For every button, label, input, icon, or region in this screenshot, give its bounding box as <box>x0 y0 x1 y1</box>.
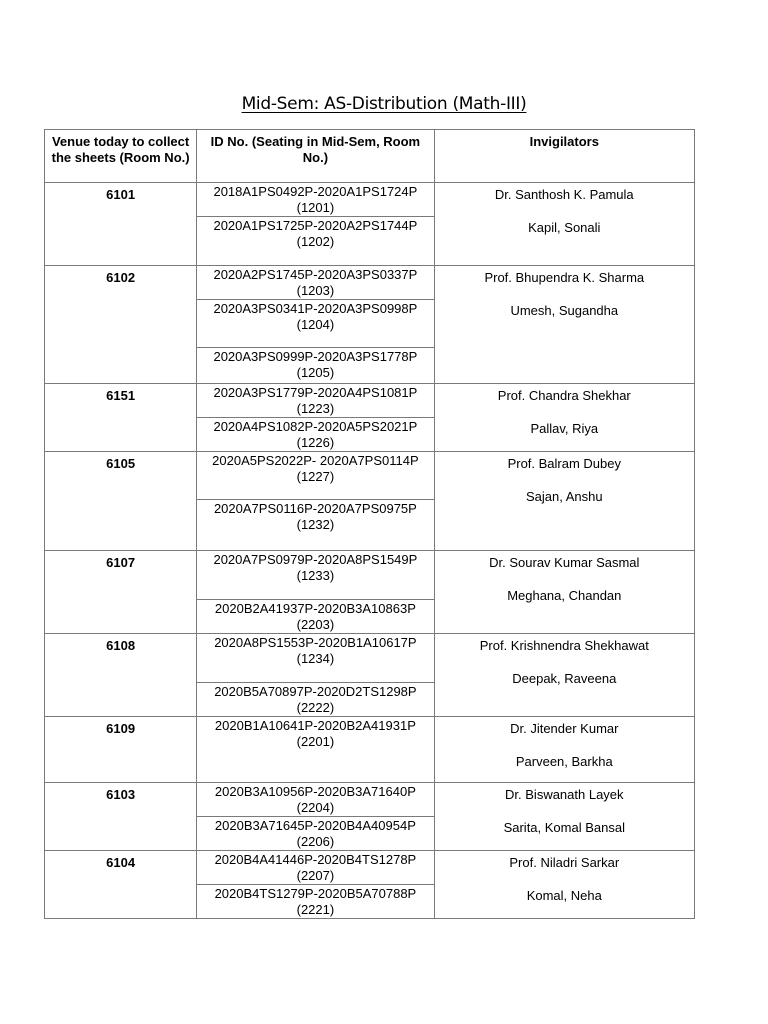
venue-room-cell: 6108 <box>45 634 197 717</box>
faculty-invigilator: Dr. Sourav Kumar Sasmal <box>489 555 640 570</box>
id-range-cell <box>197 717 434 783</box>
id-range-text: 2020A3PS0999P-2020A3PS1778P <box>213 349 418 364</box>
id-range-cell <box>197 348 434 384</box>
seating-room-text: (1202) <box>296 234 335 249</box>
seating-room-text: (1227) <box>296 469 335 484</box>
student-invigilators: Pallav, Riya <box>530 421 599 436</box>
venue-room-cell: 6105 <box>45 452 197 551</box>
id-range-cell <box>197 183 434 217</box>
invigilators-cell <box>434 384 694 452</box>
venue-room-cell: 6107 <box>45 551 197 634</box>
id-range-cell <box>197 384 434 418</box>
id-range-text: 2020B4TS1279P-2020B5A70788P <box>214 886 417 901</box>
faculty-invigilator: Prof. Bhupendra K. Sharma <box>484 270 645 285</box>
student-invigilators: Sajan, Anshu <box>525 489 603 504</box>
table-row <box>45 551 695 600</box>
id-range-cell <box>197 600 434 634</box>
student-invigilators: Umesh, Sugandha <box>510 303 619 318</box>
id-range-cell <box>197 551 434 600</box>
table-row <box>45 384 695 418</box>
id-range-text: 2020B1A10641P-2020B2A41931P <box>214 718 416 733</box>
venue-room-cell: 6109 <box>45 717 197 783</box>
faculty-invigilator: Dr. Jitender Kumar <box>510 721 619 736</box>
id-range-cell <box>197 683 434 717</box>
id-range-cell <box>197 217 434 266</box>
id-range-text: 2020A7PS0116P-2020A7PS0975P <box>213 501 417 516</box>
student-invigilators: Sarita, Komal Bansal <box>503 820 625 835</box>
seating-room-text: (2207) <box>296 868 335 883</box>
venue-room-cell: 6102 <box>45 266 197 384</box>
seating-room-text: (2203) <box>296 617 335 632</box>
seating-room-text: (1233) <box>296 568 335 583</box>
table-row <box>45 783 695 817</box>
seating-room-text: (1204) <box>296 317 335 332</box>
id-range-text: 2020B4A41446P-2020B4TS1278P <box>214 852 417 867</box>
id-range-cell <box>197 817 434 851</box>
table-row <box>45 851 695 885</box>
faculty-invigilator: Prof. Krishnendra Shekhawat <box>479 638 649 653</box>
seating-room-text: (1234) <box>296 651 335 666</box>
id-range-text: 2020A4PS1082P-2020A5PS2021P <box>213 419 418 434</box>
id-range-text: 2018A1PS0492P-2020A1PS1724P <box>213 184 418 199</box>
id-range-cell <box>197 500 434 551</box>
venue-room-cell: 6101 <box>45 183 197 266</box>
id-range-cell <box>197 634 434 683</box>
id-range-text: 2020B3A71645P-2020B4A40954P <box>214 818 416 833</box>
student-invigilators: Parveen, Barkha <box>515 754 613 769</box>
header-invigilators: Invigilators <box>434 130 694 183</box>
id-range-text: 2020A3PS1779P-2020A4PS1081P <box>213 385 418 400</box>
venue-room-cell: 6151 <box>45 384 197 452</box>
invigilators-cell <box>434 183 694 266</box>
invigilators-cell <box>434 634 694 717</box>
venue-room-cell: 6104 <box>45 851 197 919</box>
seating-room-text: (1226) <box>296 435 335 450</box>
invigilators-cell <box>434 783 694 851</box>
invigilators-cell <box>434 266 694 384</box>
id-range-text: 2020A3PS0341P-2020A3PS0998P <box>213 301 418 316</box>
table-row <box>45 266 695 300</box>
student-invigilators: Deepak, Raveena <box>512 671 617 686</box>
invigilators-cell <box>434 851 694 919</box>
seating-room-text: (1223) <box>296 401 335 416</box>
id-range-cell <box>197 851 434 885</box>
table-row <box>45 717 695 783</box>
distribution-table <box>44 129 695 919</box>
venue-room-cell: 6103 <box>45 783 197 851</box>
id-range-cell <box>197 885 434 919</box>
id-range-cell <box>197 266 434 300</box>
table-row <box>45 634 695 683</box>
header-id-no: ID No. (Seating in Mid-Sem, Room No.) <box>197 130 434 183</box>
seating-room-text: (2222) <box>296 700 335 715</box>
seating-room-text: (1232) <box>296 517 335 532</box>
faculty-invigilator: Dr. Biswanath Layek <box>505 787 624 802</box>
id-range-cell <box>197 300 434 348</box>
faculty-invigilator: Dr. Santhosh K. Pamula <box>494 187 634 202</box>
table-row <box>45 452 695 500</box>
faculty-invigilator: Prof. Balram Dubey <box>507 456 621 471</box>
id-range-text: 2020A2PS1745P-2020A3PS0337P <box>213 267 418 282</box>
invigilators-cell <box>434 717 694 783</box>
table-row <box>45 183 695 217</box>
header-venue: Venue today to collect the sheets (Room No.) <box>45 130 197 183</box>
student-invigilators: Meghana, Chandan <box>507 588 622 603</box>
page-title: Mid-Sem: AS-Distribution (Math-III) <box>241 94 527 114</box>
seating-room-text: (1205) <box>296 365 335 380</box>
seating-room-text: (2204) <box>296 800 335 815</box>
student-invigilators: Komal, Neha <box>526 888 602 903</box>
id-range-text: 2020B5A70897P-2020D2TS1298P <box>214 684 417 699</box>
id-range-text: 2020B3A10956P-2020B3A71640P <box>214 784 416 799</box>
id-range-text: 2020B2A41937P-2020B3A10863P <box>214 601 416 616</box>
id-range-cell <box>197 452 434 500</box>
seating-room-text: (2221) <box>296 902 335 917</box>
id-range-text: 2020A8PS1553P-2020B1A10617P <box>214 635 417 650</box>
seating-room-text: (2201) <box>296 734 335 749</box>
student-invigilators: Kapil, Sonali <box>528 220 601 235</box>
seating-room-text: (2206) <box>296 834 335 849</box>
id-range-cell <box>197 783 434 817</box>
id-range-text: 2020A5PS2022P- 2020A7PS0114P <box>212 453 419 468</box>
seating-room-text: (1203) <box>296 283 335 298</box>
invigilators-cell <box>434 452 694 551</box>
id-range-text: 2020A1PS1725P-2020A2PS1744P <box>213 218 418 233</box>
header-row <box>45 130 695 183</box>
faculty-invigilator: Prof. Niladri Sarkar <box>509 855 620 870</box>
faculty-invigilator: Prof. Chandra Shekhar <box>497 388 631 403</box>
invigilators-cell <box>434 551 694 634</box>
id-range-cell <box>197 418 434 452</box>
id-range-text: 2020A7PS0979P-2020A8PS1549P <box>213 552 418 567</box>
seating-room-text: (1201) <box>296 200 335 215</box>
